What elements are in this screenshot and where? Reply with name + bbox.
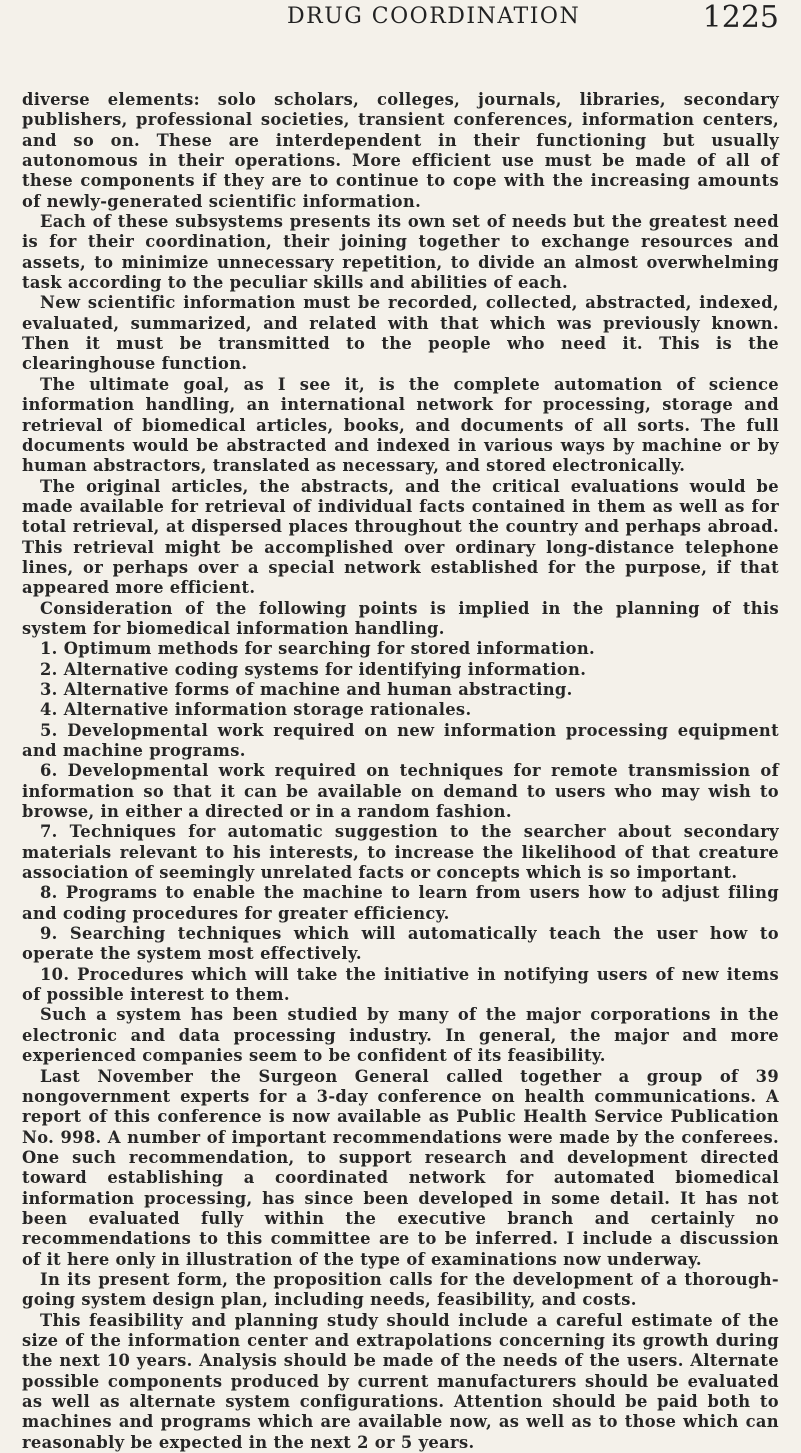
list-item: 5. Developmental work required on new information processing equipment and machine programs.: [22, 720, 779, 760]
paragraph: This feasibility and planning study should include a careful estimate of the size of the information center and extrapolations concerning its growth during the next 10 years. Analysis should be made of the needs of the users. Alternate possible components produced by current manufacturers should be evaluated as well as alternate system configurations. Attention should be paid both to machines and programs which are available now, as well as to those which can reasonably be expected in the next 2 or 5 years.: [22, 1310, 779, 1452]
list-item: 1. Optimum methods for searching for stored information.: [40, 639, 596, 659]
list-item: 8. Programs to enable the machine to learn from users how to adjust filing and coding procedures for greater efficiency.: [22, 883, 779, 923]
body-text: [22, 90, 779, 1453]
list-item: 3. Alternative forms of machine and human abstracting.: [40, 679, 573, 699]
planning-points-list: [22, 639, 779, 1005]
paragraph: diverse elements: solo scholars, colleges, journals, libraries, secondary publishers, professional societies, transient conferences, information centers, and so on. These are interdependent in their functioning but usually autonomous in their operations. More efficient use must be made of all of these components if they are to continue to cope with the increasing amounts of newly-generated scientific information.: [22, 90, 779, 211]
list-item: 7. Techniques for automatic suggestion to the searcher about secondary materials relevant to his interests, to increase the likelihood of that creature association of seemingly unrelated facts or concepts which is so important.: [22, 822, 779, 883]
paragraph: Each of these subsystems presents its own set of needs but the greatest need is for their coordination, their joining together to exchange resources and assets, to minimize unnecessary repetition, to divide an almost overwhelming task according to the peculiar skills and abilities of each.: [22, 212, 779, 293]
list-item: 2. Alternative coding systems for identifying information.: [40, 659, 587, 679]
list-item: 9. Searching techniques which will automatically teach the user how to operate the system most effectively.: [22, 924, 779, 964]
paragraph: The ultimate goal, as I see it, is the complete automation of science information handling, an international network for processing, storage and retrieval of biomedical articles, books, and documents of all sorts. The full documents would be abstracted and indexed in various ways by machine or by human abstractors, translated as necessary, and stored electronically.: [22, 374, 779, 476]
paragraph: New scientific information must be recorded, collected, abstracted, indexed, evaluated, summarized, and related with that which was previously known. Then it must be transmitted to the people who need it. This is the clearinghouse function.: [22, 293, 779, 374]
list-item: 6. Developmental work required on techniques for remote transmission of information so that it can be available on demand to users who may wish to browse, in either a directed or in a random fashion.: [22, 761, 779, 822]
paragraph: Last November the Surgeon General called together a group of 39 nongovernment experts for a 3-day conference on health communications. A report of this conference is now available as Public Health Service Publication No. 998. A number of important recommendations were made by the conferees. One such recommendation, to support research and development directed toward establishing a coordinated network for automated biomedical information processing, has since been developed in some detail. It has not been evaluated fully within the executive branch and certainly no recommendations to this committee are to be inferred. I include a discussion of it here only in illustration of the type of examinations now underway.: [22, 1066, 779, 1269]
running-head: [22, 0, 779, 46]
paragraph: Such a system has been studied by many of the major corporations in the electronic and data processing industry. In general, the major and more experienced companies seem to be confident of its feasibility.: [22, 1005, 779, 1066]
paragraph: Consideration of the following points is implied in the planning of this system for biomedical information handling.: [22, 598, 779, 638]
list-item: 4. Alternative information storage rationales.: [40, 700, 472, 720]
paragraph: The original articles, the abstracts, and the critical evaluations would be made available for retrieval of individual facts contained in them as well as for total retrieval, at dispersed places throughout the country and perhaps abroad. This retrieval might be accomplished over ordinary long-distance telephone lines, or perhaps over a special network established for the purpose, if that appeared more efficient.: [22, 476, 779, 598]
list-item: 10. Procedures which will take the initiative in notifying users of new items of possible interest to them.: [22, 964, 779, 1005]
paragraph: In its present form, the proposition calls for the development of a thorough-going system design plan, including needs, feasibility, and costs.: [22, 1269, 779, 1310]
running-title: DRUG COORDINATION: [287, 4, 581, 29]
page-number: 1225: [702, 0, 779, 35]
